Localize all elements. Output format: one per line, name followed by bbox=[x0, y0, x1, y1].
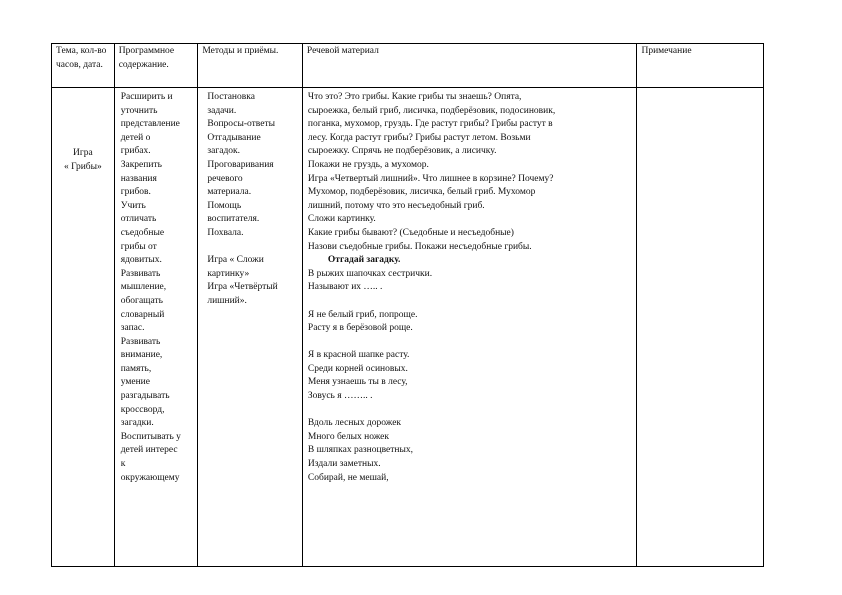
riddle-line: Вдоль лесных дорожек bbox=[307, 418, 402, 429]
content-line: грибах. bbox=[120, 146, 151, 157]
header-note: Примечание bbox=[637, 44, 764, 88]
method-line: картинку» bbox=[207, 268, 250, 279]
content-line: ядовитых. bbox=[120, 255, 162, 266]
method-line: Отгадывание bbox=[207, 132, 261, 143]
method-line: Проговаривания bbox=[207, 159, 274, 170]
content-line: грибов. bbox=[120, 187, 151, 198]
methods-cell bbox=[198, 88, 303, 567]
content-line: представление bbox=[120, 119, 180, 130]
method-line: Игра « Сложи bbox=[207, 255, 264, 266]
content-line: Развивать bbox=[120, 268, 161, 279]
method-line: материала. bbox=[207, 187, 252, 198]
content-line: словарный bbox=[120, 309, 165, 320]
riddle-line: Зовусь я …….. . bbox=[307, 391, 373, 402]
riddle-line: Меня узнаешь ты в лесу, bbox=[307, 377, 408, 388]
method-line: лишний». bbox=[207, 295, 247, 306]
content-line: окружающему bbox=[120, 472, 180, 483]
spacer bbox=[308, 295, 633, 309]
content-line: внимание, bbox=[120, 350, 163, 361]
method-line: Похвала. bbox=[207, 227, 244, 238]
topic-cell bbox=[52, 88, 115, 567]
content-line: съедобные bbox=[120, 227, 165, 238]
spacer bbox=[308, 404, 633, 418]
speech-line: Игра «Четвертый лишний». Что лишнее в корзине? Почему? bbox=[307, 173, 554, 184]
content-line: умение bbox=[120, 377, 150, 388]
method-line: речевого bbox=[207, 173, 243, 184]
method-line: загадок. bbox=[207, 146, 241, 157]
method-line: Помощь bbox=[207, 200, 242, 211]
riddle-line: Много белых ножек bbox=[307, 431, 390, 442]
speech-line: лесу. Когда растут грибы? Грибы растут летом. Возьми bbox=[307, 132, 531, 143]
content-line: обогащать bbox=[120, 295, 163, 306]
method-line: воспитателя. bbox=[207, 214, 260, 225]
note-cell bbox=[637, 88, 764, 567]
method-line: Игра «Четвёртый bbox=[207, 282, 278, 293]
program-content-cell bbox=[114, 88, 198, 567]
content-line: детей о bbox=[120, 132, 151, 143]
riddle-line: В рыжих шапочках сестрички. bbox=[307, 268, 433, 279]
content-line: Расширить и bbox=[120, 92, 173, 102]
speech-line: Назови съедобные грибы. Покажи несъедобные грибы. bbox=[307, 241, 532, 252]
method-line: Вопросы-ответы bbox=[207, 119, 275, 130]
content-line: к bbox=[120, 459, 126, 470]
speech-line: сыроежку. Спрячь не подберёзовик, а лисичку. bbox=[307, 146, 497, 157]
content-line: детей интерес bbox=[120, 445, 178, 456]
content-line: кроссворд, bbox=[120, 404, 165, 415]
lesson-plan-table bbox=[51, 43, 764, 567]
content-line: названия bbox=[120, 173, 157, 184]
table-row bbox=[52, 88, 764, 567]
speech-line: Какие грибы бывают? (Съедобные и несъедобные) bbox=[307, 227, 514, 238]
content-line: запас. bbox=[120, 323, 145, 334]
content-line: Закрепить bbox=[120, 159, 162, 170]
speech-line: лишний, потому что это несъедобный гриб. bbox=[307, 200, 485, 211]
content-line: разгадывать bbox=[120, 391, 170, 402]
content-line: отличать bbox=[120, 214, 157, 225]
content-line: Развивать bbox=[120, 336, 161, 347]
spacer bbox=[207, 241, 298, 255]
content-line: мышление, bbox=[120, 282, 167, 293]
speech-line: сыроежка, белый гриб, лисичка, подберёзовик, подосиновик, bbox=[307, 105, 556, 116]
spacer bbox=[308, 336, 633, 350]
riddle-line: Расту я в берёзовой роще. bbox=[307, 323, 413, 334]
riddle-title: Отгадай загадку. bbox=[327, 255, 401, 266]
speech-line: Что это? Это грибы. Какие грибы ты знаешь? Опята, bbox=[307, 92, 522, 102]
header-program-content: Программное содержание. bbox=[114, 44, 198, 88]
riddle-line: Собирай, не мешай, bbox=[307, 472, 389, 483]
riddle-line: Среди корней осиновых. bbox=[307, 363, 408, 374]
topic-line: Игра bbox=[72, 148, 93, 158]
topic-line: « Грибы» bbox=[63, 161, 102, 172]
header-topic: Тема, кол-во часов, дата. bbox=[52, 44, 115, 88]
content-line: память, bbox=[120, 363, 152, 374]
speech-line: Мухомор, подберёзовик, лисичка, белый гриб. Мухомор bbox=[307, 187, 536, 198]
method-line: Постановка bbox=[207, 92, 255, 102]
content-line: Воспитывать у bbox=[120, 431, 181, 442]
riddle-line: Называют их ….. . bbox=[307, 282, 383, 293]
content-line: уточнить bbox=[120, 105, 158, 116]
riddle-line: В шляпках разноцветных, bbox=[307, 445, 413, 456]
header-speech-material: Речевой материал bbox=[302, 44, 637, 88]
speech-line: поганка, мухомор, груздь. Где растут грибы? Грибы растут в bbox=[307, 119, 553, 130]
method-line: задачи. bbox=[207, 105, 237, 116]
riddle-line: Я не белый гриб, попроще. bbox=[307, 309, 418, 320]
content-line: грибы от bbox=[120, 241, 157, 252]
speech-line: Сложи картинку. bbox=[307, 214, 376, 225]
riddle-line: Я в красной шапке расту. bbox=[307, 350, 410, 361]
header-methods: Методы и приёмы. bbox=[198, 44, 303, 88]
header-row bbox=[52, 44, 764, 88]
content-line: загадки. bbox=[120, 418, 154, 429]
riddle-line: Издали заметных. bbox=[307, 459, 381, 470]
speech-line: Покажи не груздь, а мухомор. bbox=[307, 159, 429, 170]
content-line: Учить bbox=[120, 200, 146, 211]
speech-material-cell bbox=[302, 88, 637, 567]
